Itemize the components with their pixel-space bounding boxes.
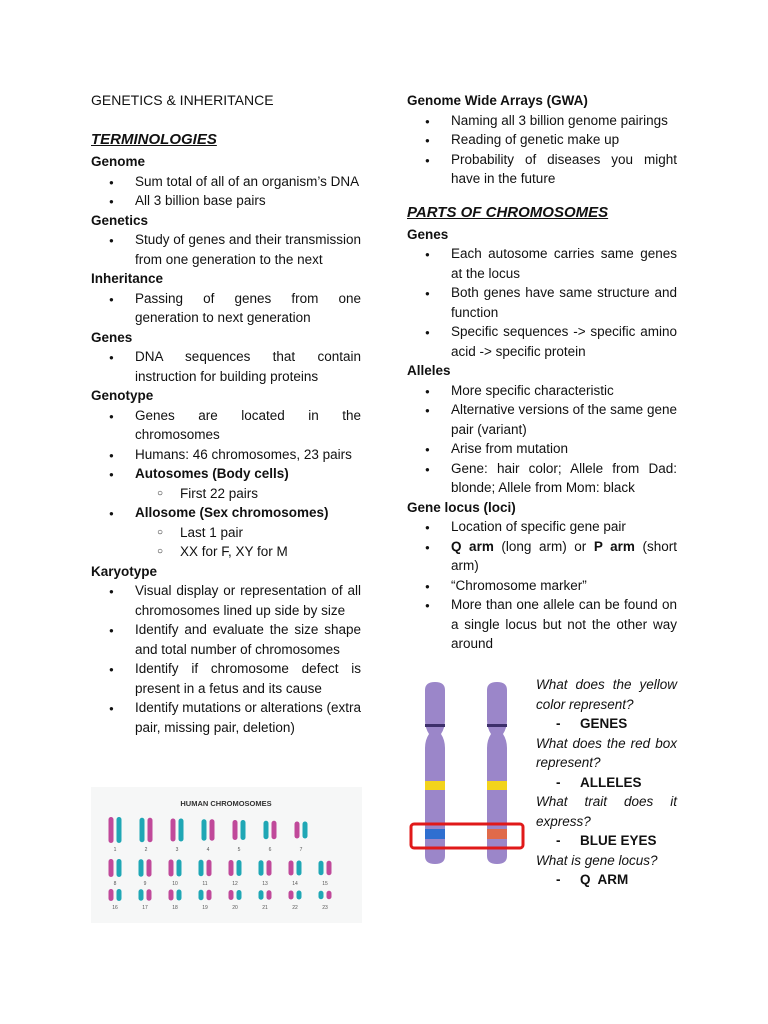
karyotype-chromosome bbox=[327, 861, 332, 876]
karyotype-chromosome bbox=[207, 890, 212, 901]
karyotype-chromosome bbox=[139, 859, 144, 877]
list-item: ● Genes are located in the chromosomes bbox=[135, 406, 361, 445]
term-genome: Genome bbox=[91, 154, 146, 169]
karyotype-chromosome bbox=[109, 889, 114, 901]
karyotype-figure-title: HUMAN CHROMOSOMES bbox=[180, 799, 272, 808]
section-title-parts: PARTS OF CHROMOSOMES bbox=[407, 203, 609, 221]
karyotype-chromosome-number: 9 bbox=[143, 881, 147, 887]
karyotype-chromosome-number: 19 bbox=[202, 905, 208, 911]
list-item: ● Humans: 46 chromosomes, 23 pairs bbox=[135, 445, 361, 465]
karyotype-chromosome-number: 1 bbox=[113, 847, 117, 853]
karyotype-chromosome-number: 4 bbox=[206, 847, 210, 853]
karyotype-chromosome bbox=[139, 889, 144, 901]
genome-list bbox=[91, 172, 361, 211]
karyotype-image bbox=[91, 787, 362, 923]
term-genetics: Genetics bbox=[91, 212, 149, 228]
p-arm-desc: (short arm) bbox=[451, 538, 677, 573]
karyotype-chromosome-number: 2 bbox=[144, 847, 148, 853]
term-gwa: Genome Wide Arrays (GWA) bbox=[407, 93, 588, 108]
karyotype-chromosome-number: 22 bbox=[292, 905, 298, 911]
karyotype-chromosome-number: 14 bbox=[292, 881, 298, 887]
karyotype-chromosome bbox=[272, 821, 277, 840]
karyotype-chromosome bbox=[229, 890, 234, 900]
term-inheritance: Inheritance bbox=[91, 271, 164, 286]
genetics-list bbox=[91, 230, 361, 269]
autosomes-sublist bbox=[91, 484, 361, 504]
list-item: ● Reading of genetic make up bbox=[451, 130, 677, 150]
karyotype-chromosome-number: 3 bbox=[175, 847, 179, 853]
left-column bbox=[91, 91, 361, 737]
karyotype-chromosome-number: 23 bbox=[322, 905, 328, 911]
karyotype-chromosome-number: 17 bbox=[142, 905, 148, 911]
chromosome-row-3 bbox=[109, 889, 332, 911]
karyotype-chromosome bbox=[202, 819, 207, 841]
answer-2: - ALLELES bbox=[556, 774, 642, 790]
list-item: ● Sum total of all of an organism’s DNA bbox=[135, 172, 361, 192]
list-item-arms bbox=[451, 537, 677, 576]
karyotype-chromosome bbox=[177, 860, 182, 877]
section-title-terminologies: TERMINOLOGIES bbox=[91, 131, 217, 148]
list-item: ● DNA sequences that contain instruction for building proteins bbox=[135, 347, 361, 386]
karyotype-chromosome bbox=[319, 891, 324, 900]
karyotype-chromosome bbox=[327, 891, 332, 900]
karyotype-chromosome-number: 13 bbox=[262, 881, 268, 887]
karyotype-chromosome bbox=[169, 890, 174, 901]
karyotype-chromosome bbox=[199, 860, 204, 877]
karyotype-chromosome bbox=[233, 820, 238, 840]
term-alleles: Alleles bbox=[407, 363, 451, 378]
question-answer-block bbox=[536, 675, 677, 890]
karyotype-chromosome bbox=[117, 889, 122, 901]
list-item: ● Probability of diseases you might have in the future bbox=[451, 150, 677, 189]
karyotype-chromosome-number: 12 bbox=[232, 881, 238, 887]
question-1: What does the yellow color represent? bbox=[536, 677, 677, 712]
question-4: What is gene locus? bbox=[536, 852, 658, 868]
term-genes-right: Genes bbox=[407, 226, 449, 242]
chromosome-row-2 bbox=[109, 859, 332, 887]
chromosome-pair-image bbox=[407, 676, 531, 871]
karyotype-chromosome bbox=[241, 820, 246, 840]
karyotype-chromosome bbox=[259, 890, 264, 900]
karyotype-chromosome bbox=[147, 889, 152, 901]
karyotype-chromosome bbox=[171, 819, 176, 842]
term-genotype: Genotype bbox=[91, 388, 154, 403]
karyotype-chromosome-number: 7 bbox=[299, 847, 303, 853]
list-item: ● “Chromosome marker” bbox=[451, 576, 677, 596]
karyotype-chromosome bbox=[210, 819, 215, 841]
sub-list-item: ○ XX for F, XY for M bbox=[180, 542, 361, 562]
list-item: ● Identify and evaluate the size shape and total number of chromosomes bbox=[135, 620, 361, 659]
karyotype-chromosome bbox=[169, 860, 174, 877]
answer-4: - Q ARM bbox=[556, 872, 629, 887]
karyotype-chromosome bbox=[237, 860, 242, 876]
genes-right-list bbox=[407, 244, 677, 361]
list-item: ● Gene: hair color; Allele from Dad: blonde; Allele from Mom: black bbox=[451, 459, 677, 498]
inheritance-list bbox=[91, 289, 361, 328]
karyotype-chromosome bbox=[177, 890, 182, 901]
p-arm-label: P arm bbox=[593, 538, 635, 554]
karyotype-chromosome bbox=[109, 859, 114, 877]
karyotype-chromosome-number: 6 bbox=[268, 847, 272, 853]
list-item: ● All 3 billion base pairs bbox=[135, 191, 361, 211]
karyotype-chromosome bbox=[207, 860, 212, 877]
karyotype-chromosome bbox=[295, 822, 300, 839]
karyotype-chromosome bbox=[237, 890, 242, 900]
karyotype-list bbox=[91, 581, 361, 737]
gene-locus-list bbox=[407, 517, 677, 654]
list-item: ● Alternative versions of the same gene pair (variant) bbox=[451, 400, 677, 439]
karyotype-chromosome bbox=[117, 859, 122, 877]
karyotype-chromosome bbox=[264, 821, 269, 840]
karyotype-chromosome bbox=[297, 861, 302, 876]
q-arm-desc: (long arm) or bbox=[493, 538, 594, 554]
karyotype-chromosome bbox=[289, 891, 294, 900]
genes-list bbox=[91, 347, 361, 386]
gwa-list bbox=[407, 111, 677, 189]
autosomes-label: Autosomes (Body cells) bbox=[135, 466, 289, 481]
list-item: ● Identify if chromosome defect is present in a fetus and its cause bbox=[135, 659, 361, 698]
allosome-sublist bbox=[91, 523, 361, 562]
genotype-list bbox=[91, 406, 361, 484]
sub-list-item: ○ Last 1 pair bbox=[180, 523, 361, 543]
list-item: ● Each autosome carries same genes at the locus bbox=[451, 244, 677, 283]
karyotype-chromosome bbox=[109, 817, 114, 843]
allosome-label: Allosome (Sex chromosomes) bbox=[135, 505, 329, 520]
karyotype-chromosome-number: 11 bbox=[202, 881, 208, 887]
karyotype-chromosome bbox=[259, 860, 264, 876]
list-item: ● Location of specific gene pair bbox=[451, 517, 677, 537]
karyotype-chromosome-number: 18 bbox=[172, 905, 178, 911]
karyotype-chromosome bbox=[199, 890, 204, 901]
chromosome-right bbox=[487, 682, 507, 864]
karyotype-chromosome bbox=[140, 818, 145, 843]
document-title: GENETICS & INHERITANCE bbox=[91, 92, 274, 108]
list-item: ● More specific characteristic bbox=[451, 381, 677, 401]
list-item: ● Arise from mutation bbox=[451, 439, 677, 459]
list-item: ● Both genes have same structure and function bbox=[451, 283, 677, 322]
question-3: What trait does it express? bbox=[536, 794, 677, 829]
list-item: ● Passing of genes from one generation to next generation bbox=[135, 289, 361, 328]
question-2: What does the red box represent? bbox=[536, 735, 677, 770]
list-item: ● Identify mutations or alterations (extra pair, missing pair, deletion) bbox=[135, 698, 361, 737]
karyotype-chromosome-number: 21 bbox=[262, 905, 268, 911]
karyotype-chromosome-number: 10 bbox=[172, 881, 178, 887]
karyotype-chromosome bbox=[267, 890, 272, 900]
answer-3: - BLUE EYES bbox=[556, 833, 657, 848]
list-item-autosomes bbox=[135, 464, 361, 484]
term-gene-locus: Gene locus (loci) bbox=[407, 499, 516, 515]
answer-1: - GENES bbox=[556, 716, 628, 731]
karyotype-chromosome bbox=[117, 817, 122, 843]
karyotype-figure bbox=[91, 787, 362, 923]
term-genes: Genes bbox=[91, 329, 133, 345]
term-karyotype: Karyotype bbox=[91, 563, 158, 579]
list-item-allosome bbox=[135, 503, 361, 523]
karyotype-chromosome-number: 20 bbox=[232, 905, 238, 911]
karyotype-chromosome-number: 16 bbox=[112, 905, 118, 911]
karyotype-chromosome bbox=[229, 860, 234, 876]
karyotype-chromosome bbox=[289, 861, 294, 876]
karyotype-chromosome bbox=[148, 818, 153, 843]
karyotype-chromosome-number: 5 bbox=[237, 847, 241, 853]
list-item: ● Specific sequences -> specific amino acid -> specific protein bbox=[451, 322, 677, 361]
karyotype-chromosome bbox=[303, 822, 308, 839]
karyotype-chromosome bbox=[267, 860, 272, 876]
karyotype-chromosome bbox=[147, 859, 152, 877]
list-item: ● Naming all 3 billion genome pairings bbox=[451, 111, 677, 131]
alleles-list bbox=[407, 381, 677, 498]
sub-list-item: ○ First 22 pairs bbox=[180, 484, 361, 504]
chromosome-row-1 bbox=[109, 817, 308, 853]
right-column bbox=[407, 91, 677, 654]
chromosome-pair-figure bbox=[407, 676, 531, 871]
karyotype-chromosome bbox=[319, 861, 324, 876]
chromosome-left bbox=[425, 682, 445, 864]
genotype-list-2 bbox=[91, 503, 361, 523]
list-item: ● Study of genes and their transmission from one generation to the next bbox=[135, 230, 361, 269]
q-arm-label: Q arm bbox=[451, 538, 494, 554]
karyotype-chromosome bbox=[179, 819, 184, 842]
karyotype-chromosome-number: 8 bbox=[113, 881, 117, 887]
karyotype-chromosome bbox=[297, 891, 302, 900]
list-item: ● More than one allele can be found on a single locus but not the other way around bbox=[451, 595, 677, 654]
karyotype-chromosome-number: 15 bbox=[322, 881, 328, 887]
list-item: ● Visual display or representation of all chromosomes lined up side by size bbox=[135, 581, 361, 620]
